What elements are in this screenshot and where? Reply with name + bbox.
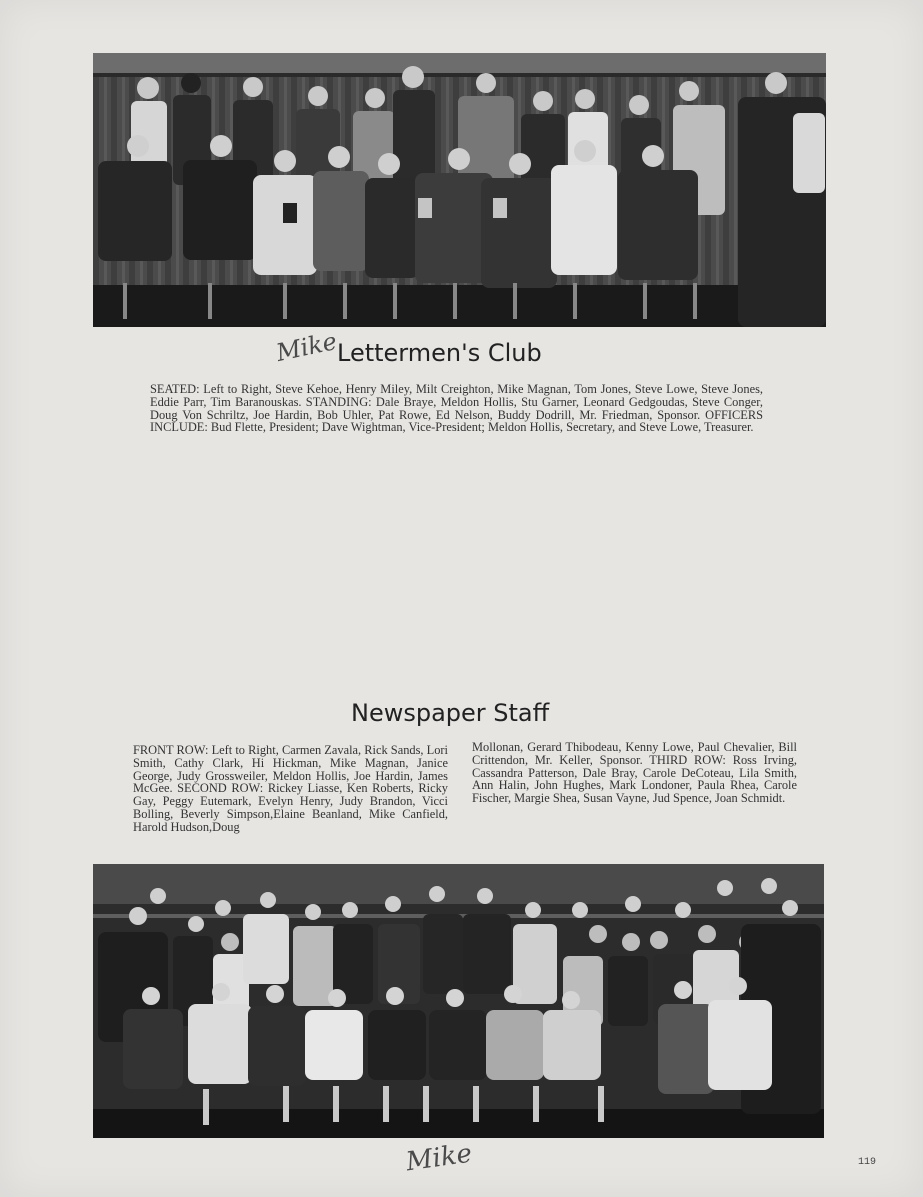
newspaper-signature: Mike [404, 1138, 474, 1178]
page-number: 119 [858, 1157, 877, 1168]
newspaper-photo-image [93, 864, 824, 1138]
lettermen-title: Lettermen's Club [337, 339, 542, 367]
newspaper-title: Newspaper Staff [351, 699, 550, 727]
newspaper-photo [93, 864, 824, 1138]
lettermen-photo-image [93, 53, 826, 327]
newspaper-caption-left: FRONT ROW: Left to Right, Carmen Zavala, Rick Sands, Lori Smith, Cathy Clark, Hi Hickman, Mike Magnan, Janice George, Judy Grossweiler, Meldon Hollis, Joe Hardin, James McGee. SECOND ROW: Rickey Liasse, Ken Roberts, Ricky Gay, Peggy Eutemark, Evelyn Henry, Judy Brandon, Vicci Bolling, Beverly Simpson,Elaine Beanland, Mike Canfield, Harold Hudson,Doug [133, 743, 448, 834]
lettermen-photo [93, 53, 826, 327]
newspaper-caption-right: Mollonan, Gerard Thibodeau, Kenny Lowe, Paul Chevalier, Bill Crittendon, Mr. Keller, Sponsor. THIRD ROW: Ross Irving, Cassandra Patterson, Dale Bray, Carole DeCoteau, Lila Smith, Ann Halin, John Hughes, Mark Londoner, Paula Rhea, Carole Fischer, Margie Shea, Susan Vayne, Jud Spence, Joan Schmidt. [472, 740, 797, 806]
lettermen-signature: Mike [273, 326, 340, 368]
lettermen-caption: SEATED: Left to Right, Steve Kehoe, Henry Miley, Milt Creighton, Mike Magnan, Tom Jones, Steve Lowe, Steve Jones, Eddie Parr, Tim Baranouskas. STANDING: Dale Braye, Meldon Hollis, Stu Garner, Leonard Gedgoudas, Steve Conger, Doug Von Schriltz, Joe Hardin, Bob Uhler, Pat Rowe, Ed Nelson, Buddy Dodrill, Mr. Friedman, Sponsor. OFFICERS INCLUDE: Bud Flette, President; Dave Wightman, Vice-President; Meldon Hollis, Secretary, and Steve Lowe, Treasurer. [150, 382, 763, 435]
